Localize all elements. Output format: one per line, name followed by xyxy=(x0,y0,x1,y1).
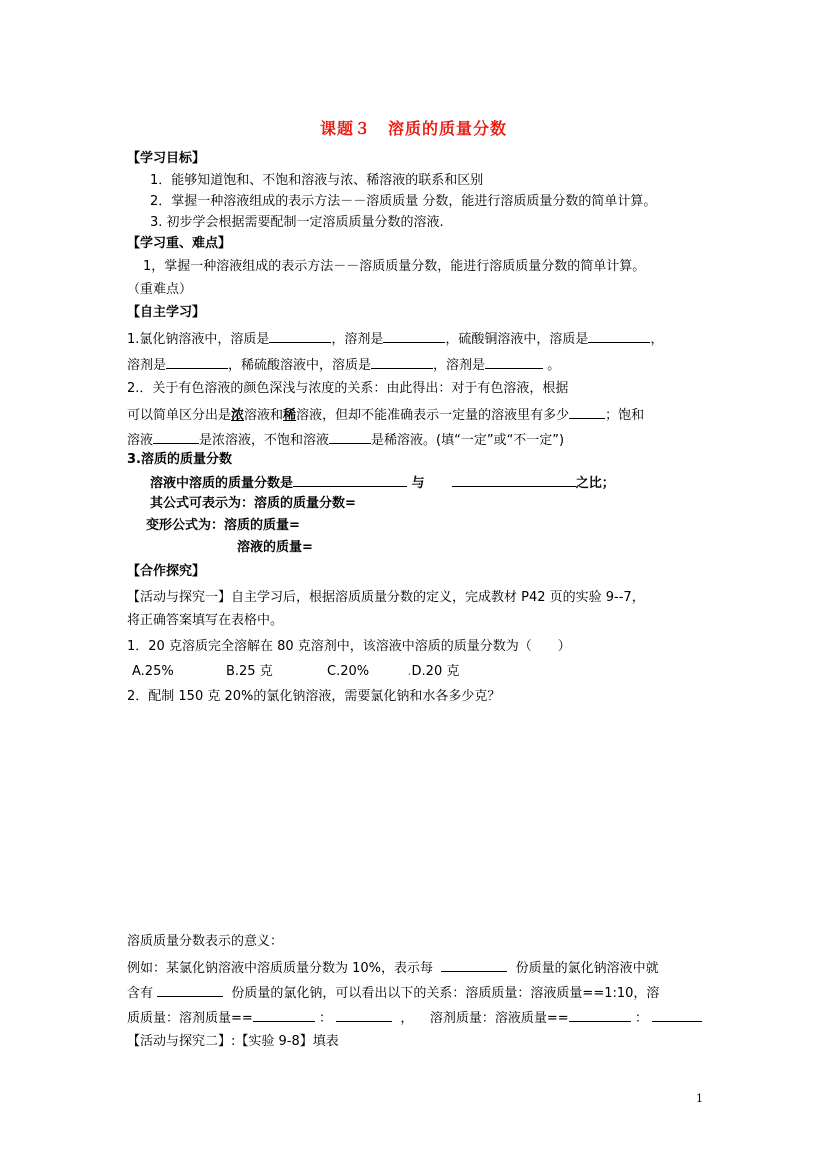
option-d[interactable]: D.20 克 xyxy=(411,664,460,679)
answer-blank[interactable] xyxy=(329,430,371,444)
option-c[interactable]: C.20% xyxy=(327,664,370,679)
self-heading: 【自主学习】 xyxy=(127,305,206,320)
coop-options: A.25% B.25 克 C.20% .D.20 克 xyxy=(132,664,460,679)
key-line-1: 1，掌握一种溶液组成的表示方法－－溶质质量分数，能进行溶质质量分数的简单计算。 xyxy=(143,259,646,274)
key-heading: 【学习重、难点】 xyxy=(127,236,232,251)
coop-activity-1-line-2: 将正确答案填写在表格中。 xyxy=(127,613,284,628)
answer-blank[interactable] xyxy=(153,430,199,444)
self-q3-line-3: 变形公式为：溶质的质量= xyxy=(146,518,300,533)
self-q3-line-1: 溶液中溶质的质量分数是 与 之比； xyxy=(150,473,615,493)
goal-item-2: 2．掌握一种溶液组成的表示方法－－溶质质量 分数，能进行溶质质量分数的简单计算。 xyxy=(150,194,657,209)
answer-blank[interactable] xyxy=(588,329,650,343)
meaning-line-2: 含有 份质量的氯化钠，可以看出以下的关系：溶质质量：溶液质量==1:10，溶 xyxy=(127,983,659,1003)
self-q1-line-2: 溶剂是 ，稀硫酸溶液中，溶质是 ，溶剂是 。 xyxy=(127,355,560,375)
meaning-line-1: 例如：某氯化钠溶液中溶质质量分数为 10%，表示每 份质量的氯化钠溶液中就 xyxy=(127,958,659,978)
self-q3-line-4: 溶液的质量= xyxy=(237,540,313,555)
answer-blank[interactable] xyxy=(485,355,543,369)
answer-blank[interactable] xyxy=(569,1008,631,1022)
self-q2-line-3: 溶液 是浓溶液，不饱和溶液 是稀溶液。(填“一定”或“不一定”) xyxy=(127,430,564,450)
answer-blank[interactable] xyxy=(269,329,331,343)
answer-blank[interactable] xyxy=(569,405,605,419)
goals-heading: 【学习目标】 xyxy=(127,151,206,166)
answer-blank[interactable] xyxy=(383,329,445,343)
answer-blank[interactable] xyxy=(452,473,576,487)
key-line-2: （重难点） xyxy=(127,282,193,297)
self-q3-line-2: 其公式可表示为：溶质的质量分数= xyxy=(150,496,356,511)
answer-blank[interactable] xyxy=(441,958,507,972)
activity-2-line: 【活动与探究二】:【实验 9-8】填表 xyxy=(127,1034,339,1049)
goal-item-3: 3. 初步学会根据需要配制一定溶质质量分数的溶液. xyxy=(150,215,444,230)
self-q3-heading: 3.溶质的质量分数 xyxy=(127,452,232,467)
self-q2-line-2: 可以简单区分出是浓溶液和稀溶液，但却不能准确表示一定量的溶液里有多少 ；饱和 xyxy=(127,405,644,425)
self-q1-line-1: 1.氯化钠溶液中，溶质是 ，溶剂是 ，硫酸铜溶液中，溶质是 ， xyxy=(127,329,663,349)
goal-item-1: 1．能够知道饱和、不饱和溶液与浓、稀溶液的联系和区别 xyxy=(150,173,484,188)
answer-blank[interactable] xyxy=(157,983,223,997)
coop-activity-1-line-1: 【活动与探究一】自主学习后，根据溶质质量分数的定义，完成教材 P42 页的实验 9--7， xyxy=(127,590,645,605)
answer-blank[interactable] xyxy=(253,1008,315,1022)
option-a[interactable]: A.25% xyxy=(132,664,174,679)
self-q2-line-1: 2.．关于有色溶液的颜色深浅与浓度的关系：由此得出：对于有色溶液，根据 xyxy=(127,381,569,396)
answer-blank[interactable] xyxy=(336,1008,392,1022)
meaning-line-3: 质质量：溶剂质量== ： ， 溶剂质量：溶液质量== ： xyxy=(127,1008,702,1028)
coop-question-2: 2．配制 150 克 20%的氯化钠溶液，需要氯化钠和水各多少克？ xyxy=(127,689,501,704)
meaning-heading: 溶质质量分数表示的意义： xyxy=(127,934,284,949)
coop-heading: 【合作探究】 xyxy=(127,564,206,579)
answer-blank[interactable] xyxy=(166,355,228,369)
answer-blank[interactable] xyxy=(652,1008,702,1022)
coop-question-1: 1．20 克溶质完全溶解在 80 克溶剂中，该溶液中溶质的质量分数为（ ） xyxy=(127,639,571,654)
answer-blank[interactable] xyxy=(371,355,433,369)
page-number: 1 xyxy=(696,1092,703,1105)
option-b[interactable]: B.25 克 xyxy=(225,664,273,679)
answer-blank[interactable] xyxy=(293,473,407,487)
page-title: 课题３ 溶质的质量分数 xyxy=(319,119,507,138)
